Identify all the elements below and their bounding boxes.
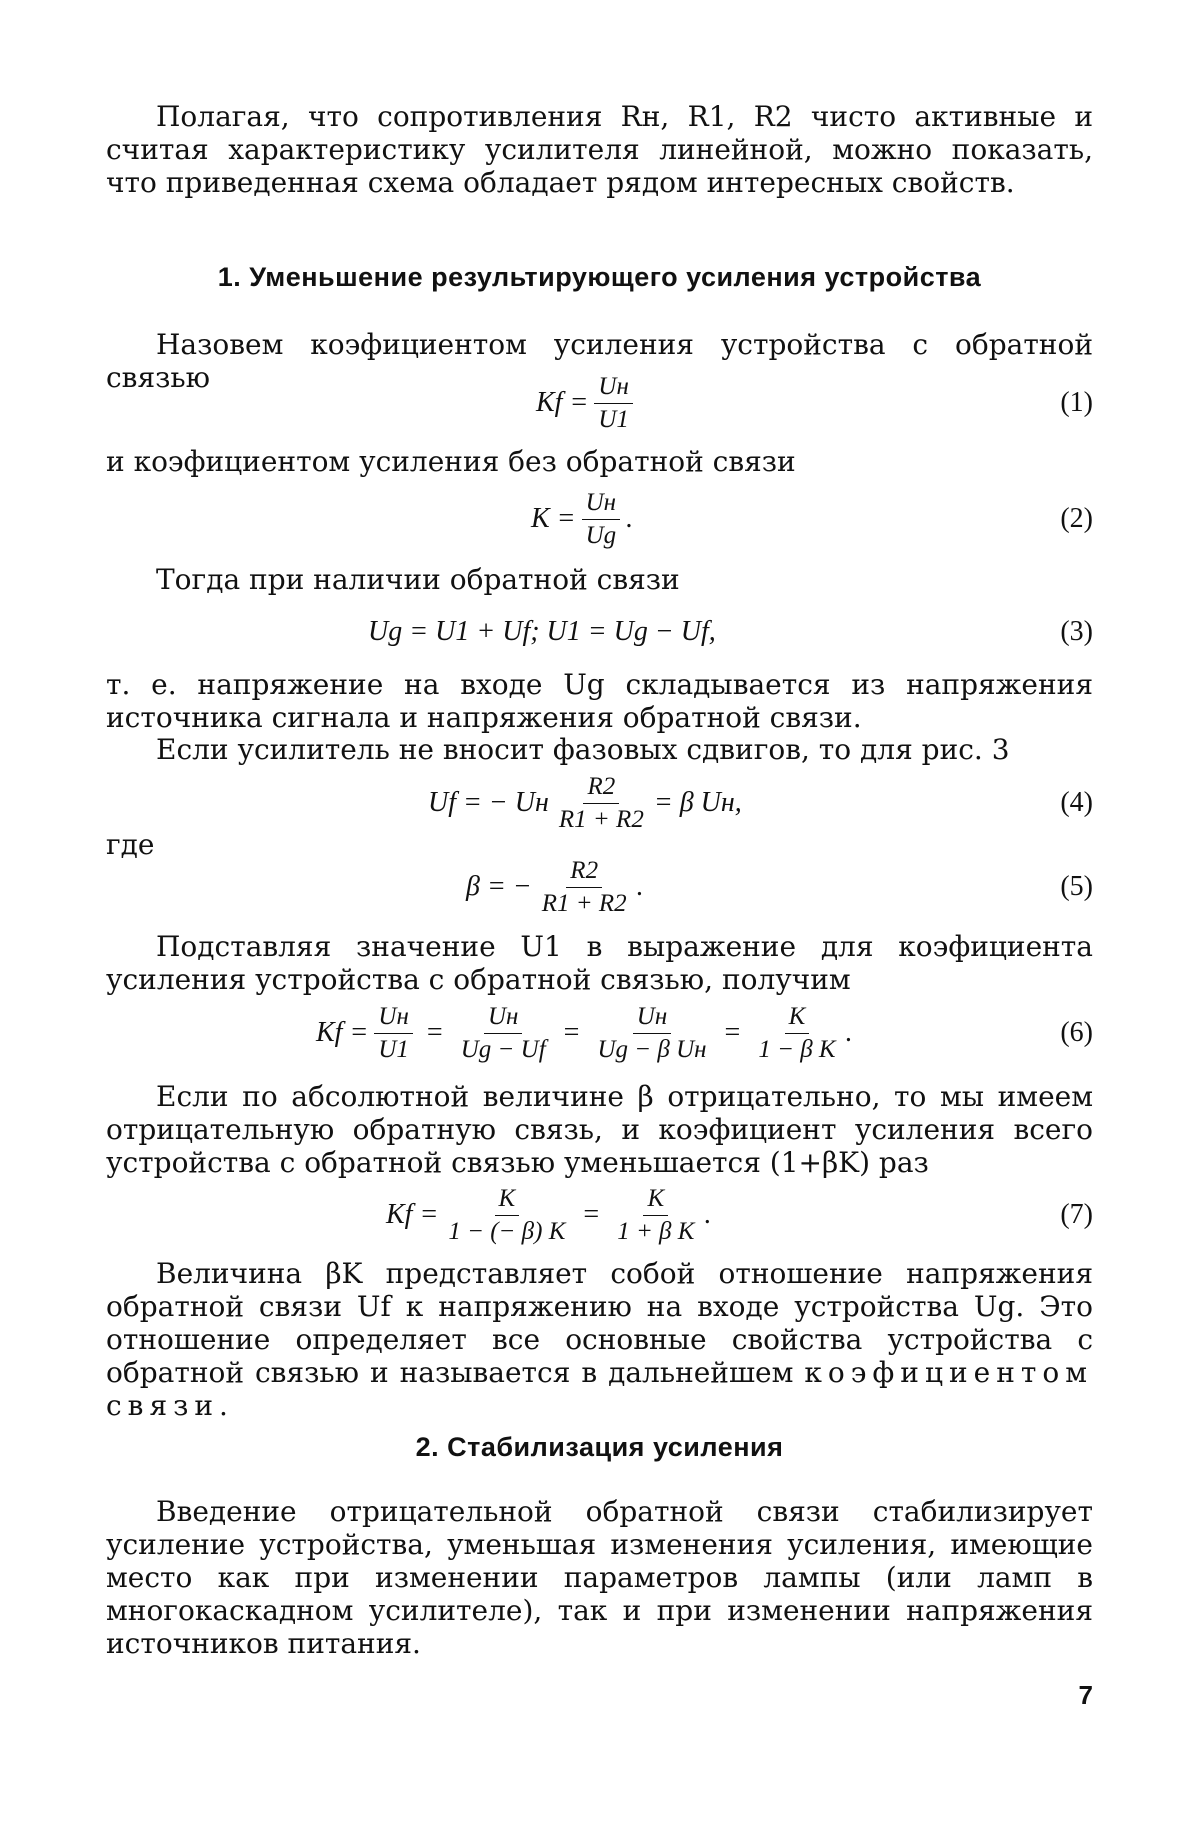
equation-1 — [106, 368, 1093, 438]
eq6-f4-numerator: K — [785, 1003, 810, 1034]
eq6-lhs: Kf = — [316, 1017, 369, 1048]
eq1-numerator: Uн — [594, 373, 632, 404]
eq7-f1-denominator: 1 − (− β) K — [448, 1217, 566, 1245]
eq5-lhs: β = − — [466, 871, 532, 902]
eq3-text: Ug = U1 + Uf; U1 = Ug − Uf, — [368, 616, 716, 647]
paragraph-with-feedback: Тогда при наличии обратной связи — [156, 563, 680, 596]
eq6-equals-3: = — [724, 1017, 741, 1048]
eq5-fraction — [538, 857, 631, 918]
eq7-f2-numerator: K — [643, 1185, 668, 1216]
paragraph-where: где — [106, 828, 155, 861]
eq4-denominator: R1 + R2 — [558, 805, 644, 833]
eq6-f3-numerator: Uн — [633, 1003, 671, 1034]
eq2-denominator: Ug — [585, 521, 617, 549]
eq7-lhs: Kf = — [386, 1199, 439, 1230]
eq1-number: (1) — [1060, 387, 1093, 418]
eq6-f2-numerator: Uн — [484, 1003, 522, 1034]
section-heading-2: 2. Стабилизация усиления — [415, 1432, 784, 1462]
eq7-number: (7) — [1060, 1199, 1093, 1230]
paragraph-no-phase-shift: Если усилитель не вносит фазовых сдвигов, то для рис. 3 — [156, 733, 1010, 766]
eq6-fraction-3 — [593, 1003, 710, 1064]
paragraph-define-kf: Назовем коэфициентом усиления устройства с обратной связью — [106, 328, 1093, 394]
eq4-number: (4) — [1060, 787, 1093, 818]
eq4-rhs: = β Uн, — [653, 787, 742, 818]
eq6-fraction-2 — [457, 1003, 550, 1064]
eq7-equals: = — [583, 1199, 600, 1230]
equation-2 — [106, 484, 1093, 554]
term-coupling-coefficient: коэфициентом связи. — [106, 1356, 1093, 1422]
paragraph-coupling-coefficient — [106, 1257, 1093, 1422]
section-heading-1: 1. Уменьшение результирующего усиления устройства — [217, 262, 982, 292]
eq2-tail: . — [626, 503, 634, 534]
eq7-fraction-2 — [613, 1185, 698, 1246]
paragraph-intro: Полагая, что сопротивления Rн, R1, R2 чисто активные и считая характеристику усилителя линейной, можно показать, что приведенная схема обладает рядом интересных свойств. — [106, 100, 1093, 199]
paragraph-substitution: Подставляя значение U1 в выражение для коэфициента усиления устройства с обратной связью, получим — [106, 930, 1093, 996]
eq6-equals-1: = — [426, 1017, 443, 1048]
equation-5 — [106, 852, 1093, 922]
eq4-numerator: R2 — [583, 773, 619, 804]
paragraph-input-voltage: т. е. напряжение на входе Ug складывается из напряжения источника сигнала и напряжения обратной связи. — [106, 668, 1093, 734]
eq5-tail: . — [636, 871, 644, 902]
eq7-f2-denominator: 1 + β K — [617, 1217, 695, 1245]
eq2-lhs: K = — [531, 503, 576, 534]
eq6-f1-numerator: Uн — [374, 1003, 412, 1034]
eq7-fraction-1 — [444, 1185, 569, 1246]
eq2-number: (2) — [1060, 503, 1093, 534]
eq6-tail: . — [845, 1017, 853, 1048]
eq1-denominator: U1 — [598, 405, 629, 433]
eq2-fraction — [582, 489, 621, 550]
eq5-denominator: R1 + R2 — [541, 889, 627, 917]
eq6-f2-denominator: Ug − Uf — [460, 1035, 546, 1063]
eq2-numerator: Uн — [582, 489, 620, 520]
paragraph-negative-feedback: Если по абсолютной величине β отрицательно, то мы имеем отрицательную обратную связь, и коэфициент усиления всего устройства с обратной связью уменьшается (1+βK) раз — [106, 1080, 1093, 1179]
eq6-equals-2: = — [563, 1017, 580, 1048]
eq5-numerator: R2 — [566, 857, 602, 888]
paragraph-coupling-text: Величина βK представляет собой отношение напряжения обратной связи Uf к напряжению на входе устройства Ug. Это отношение определяет все основные свойства устройства с обратной связью и называется в дальнейшем — [106, 1257, 1093, 1389]
eq6-number: (6) — [1060, 1017, 1093, 1048]
equation-6 — [106, 998, 1093, 1068]
eq3-number: (3) — [1060, 616, 1093, 647]
equation-3 — [106, 597, 1093, 667]
eq1-fraction — [594, 373, 633, 434]
page-number: 7 — [1078, 1680, 1093, 1710]
paragraph-stabilization: Введение отрицательной обратной связи стабилизирует усиление устройства, уменьшая изменения усиления, имеющие место как при изменении параметров лампы (или ламп в многокаскадном усилителе), так и при изменении напряжения источников питания. — [106, 1495, 1093, 1660]
equation-7 — [106, 1180, 1093, 1250]
eq6-f1-denominator: U1 — [378, 1035, 409, 1063]
eq4-fraction — [555, 773, 648, 834]
eq6-f4-denominator: 1 − β K — [758, 1035, 836, 1063]
paragraph-define-k: и коэфициентом усиления без обратной связи — [106, 445, 796, 478]
eq6-f3-denominator: Ug − β Uн — [597, 1035, 707, 1063]
eq4-lhs: Uf = − Uн — [428, 787, 549, 818]
eq7-f1-numerator: K — [495, 1185, 520, 1216]
eq1-lhs: Kf = — [536, 387, 589, 418]
eq6-fraction-4 — [754, 1003, 839, 1064]
eq5-number: (5) — [1060, 871, 1093, 902]
eq6-fraction-1 — [374, 1003, 413, 1064]
eq7-tail: . — [704, 1199, 712, 1230]
